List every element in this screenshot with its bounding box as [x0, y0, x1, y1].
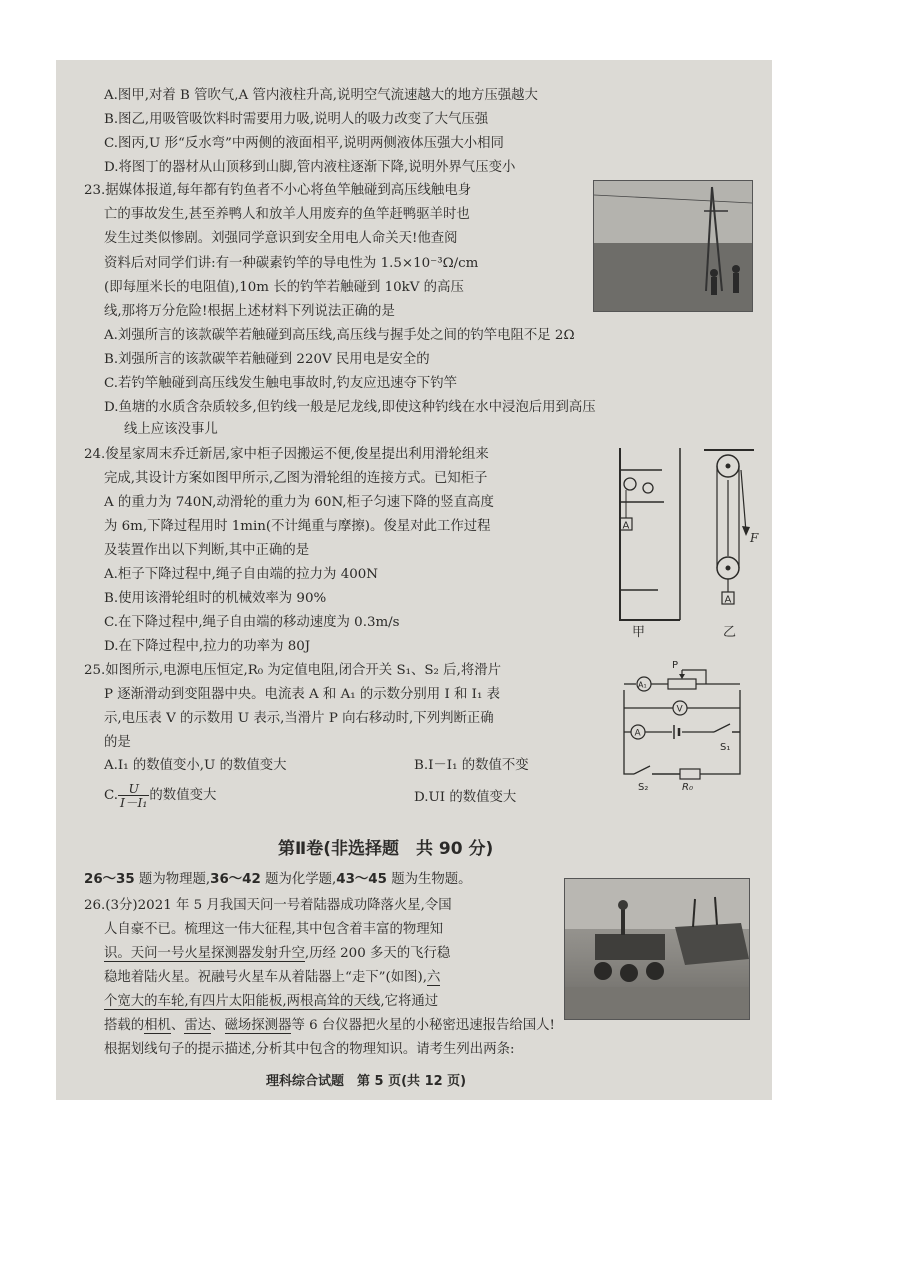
q26-line-6-d: 等 6 台仪器把火星的小秘密迅速报告给国人! — [291, 1018, 555, 1033]
q22-option-c: C.图丙,U 形“反水弯”中两侧的液面相平,说明两侧液体压强大小相同 — [104, 136, 504, 151]
q23-option-a: A.刘强所言的该款碳竿若触碰到高压线,高压线与握手处之间的钓竿电阻不足 2Ω — [104, 328, 575, 343]
pulley-yi-load-label: A — [724, 594, 732, 606]
q26-underlined-six: 六 — [427, 970, 441, 985]
chemistry-range: 36～42 — [210, 872, 261, 887]
q22-option-b: B.图乙,用吸管吸饮料时需要用力吸,说明人的吸力改变了大气压强 — [104, 112, 489, 127]
q26-underlined-launch: 识。天问一号火星探测器发射升空 — [104, 946, 305, 961]
q26-line-2: 人自豪不已。梳理这一伟大征程,其中包含着丰富的物理知 — [104, 922, 444, 937]
mars-rover-photo — [564, 878, 750, 1020]
biology-text: 题为生物题。 — [386, 872, 472, 887]
q25-option-a: A.I₁ 的数值变小,U 的数值变大 — [104, 758, 287, 773]
q26-line-5 — [104, 994, 438, 1010]
biology-range: 43～45 — [336, 872, 387, 887]
q23-option-b: B.刘强所言的该款碳竿若触碰到 220V 民用电是安全的 — [104, 352, 430, 367]
voltmeter-v-label: V — [676, 704, 683, 715]
q25-stem-line: 25.如图所示,电源电压恒定,R₀ 为定值电阻,闭合开关 S₁、S₂ 后,将滑片 — [84, 663, 501, 678]
pulley-diagram — [604, 440, 764, 640]
photo-scene — [594, 181, 752, 311]
slider-p-label: P — [672, 660, 679, 671]
q23-stem-line: (即每厘米长的电阻值),10m 长的钓竿若触碰到 10kV 的高压 — [104, 280, 464, 295]
q26-line-3 — [104, 946, 450, 962]
q26-underlined-rover: 个宽大的车轮,有四片太阳能板,两根高耸的天线 — [104, 994, 381, 1009]
q25-stem-line: 的是 — [104, 735, 131, 750]
switch-s2-label: S₂ — [638, 782, 649, 792]
resistor-r0-label: R₀ — [682, 782, 693, 792]
q26-line-1: 26.(3分)2021 年 5 月我国天问一号着陆器成功降落火星,令国 — [84, 898, 452, 913]
q25-option-c — [104, 782, 216, 809]
q26-line-6-a: 搭载的 — [104, 1018, 145, 1033]
physics-range: 26～35 — [84, 872, 135, 887]
q24-option-b: B.使用该滑轮组时的机械效率为 90% — [104, 591, 327, 606]
q26-line-4-text: 稳地着陆火星。祝融号火星车从着陆器上“走下”(如图), — [104, 970, 427, 985]
q25-stem-line: P 逐渐滑动到变阻器中央。电流表 A 和 A₁ 的示数分别用 I 和 I₁ 表 — [104, 687, 500, 702]
q24-option-c: C.在下降过程中,绳子自由端的移动速度为 0.3m/s — [104, 615, 400, 630]
q26-underlined-magnetometer: 磁场探测器 — [224, 1018, 292, 1033]
physics-text: 题为物理题, — [134, 872, 211, 887]
q24-stem-line: A 的重力为 740N,动滑轮的重力为 60N,柜子匀速下降的竖直高度 — [104, 495, 494, 510]
fraction-denominator: I－I₁ — [120, 795, 148, 810]
ammeter-a-label: A — [634, 728, 641, 739]
q24-option-a: A.柜子下降过程中,绳子自由端的拉力为 400N — [104, 567, 378, 582]
circuit-diagram — [616, 658, 756, 792]
q22-option-d: D.将图丁的器材从山顶移到山脚,管内液柱逐渐下降,说明外界气压变小 — [104, 160, 516, 175]
fraction-numerator: U — [118, 782, 149, 796]
q23-stem-line: 亡的事故发生,甚至养鸭人和放羊人用废弃的鱼竿赶鸭驱羊时也 — [104, 207, 470, 222]
q25-option-c-fraction — [118, 782, 149, 809]
q23-stem-line: 发生过类似惨剧。刘强同学意识到安全用电人命关天!他查阅 — [104, 231, 458, 246]
pulley-yi-label: 乙 — [723, 625, 737, 640]
q26-line-3-text: ,历经 200 多天的飞行稳 — [304, 946, 451, 961]
q22-option-a: A.图甲,对着 B 管吹气,A 管内液柱升高,说明空气流速越大的地方压强越大 — [104, 88, 538, 103]
q23-stem-line: 线,那将万分危险!根据上述材料下列说法正确的是 — [104, 304, 395, 319]
q26-line-4 — [104, 970, 440, 986]
rover-scene — [565, 879, 749, 1019]
exam-page — [56, 60, 772, 1100]
switch-s1-label: S₁ — [720, 742, 731, 753]
q24-stem-line: 及装置作出以下判断,其中正确的是 — [104, 543, 310, 558]
q23-option-d: D.鱼塘的水质含杂质较多,但钓线一般是尼龙线,即使这种钓线在水中浸泡后用到高压 — [104, 400, 596, 415]
q26-line-6-b: 、 — [170, 1018, 185, 1033]
ammeter-a1-label: A₁ — [638, 680, 647, 690]
chemistry-text: 题为化学题, — [260, 872, 337, 887]
q25-option-d: D.UI 的数值变大 — [414, 790, 517, 805]
q26-underlined-camera: 相机 — [144, 1018, 171, 1033]
q26-line-7: 根据划线句子的提示描述,分析其中包含的物理知识。请考生列出两条: — [104, 1042, 515, 1057]
force-f-label: F — [750, 531, 759, 545]
page-footer: 理科综合试题 第 5 页(共 12 页) — [266, 1074, 467, 1089]
pulley-jia-load-label: A — [622, 520, 630, 532]
section-2-title: 第Ⅱ卷(非选择题 共 90 分) — [278, 839, 494, 859]
q23-option-c: C.若钓竿触碰到高压线发生触电事故时,钓友应迅速夺下钓竿 — [104, 376, 458, 391]
q25-option-c-prefix: C. — [104, 788, 119, 803]
q26-line-5-text: ,它将通过 — [380, 994, 439, 1009]
q25-stem-line: 示,电压表 V 的示数用 U 表示,当滑片 P 向右移动时,下列判断正确 — [104, 711, 494, 726]
q24-option-d: D.在下降过程中,拉力的功率为 80J — [104, 639, 311, 654]
q23-option-d-cont: 线上应该没事儿 — [124, 422, 218, 437]
q24-stem-line: 完成,其设计方案如图甲所示,乙图为滑轮组的连接方式。已知柜子 — [104, 471, 488, 486]
q24-stem-line: 为 6m,下降过程用时 1min(不计绳重与摩擦)。俊星对此工作过程 — [104, 519, 491, 534]
q26-line-6-c: 、 — [211, 1018, 225, 1033]
q26-underlined-radar: 雷达 — [184, 1018, 212, 1033]
q24-stem-line: 24.俊星家周末乔迁新居,家中柜子因搬运不便,俊星提出利用滑轮组来 — [84, 447, 489, 462]
fishing-high-voltage-photo — [593, 180, 753, 312]
q25-option-c-suffix: 的数值变大 — [149, 788, 217, 803]
pulley-jia-label: 甲 — [632, 625, 646, 640]
q23-stem-line: 资料后对同学们讲:有一种碳素钓竿的导电性为 1.5×10⁻³Ω/cm — [104, 256, 479, 271]
q23-stem-line: 23.据媒体报道,每年都有钓鱼者不小心将鱼竿触碰到高压线触电身 — [84, 183, 472, 198]
q26-line-6 — [104, 1018, 555, 1034]
q25-option-b: B.I－I₁ 的数值不变 — [414, 758, 529, 773]
section-2-note — [84, 872, 472, 888]
